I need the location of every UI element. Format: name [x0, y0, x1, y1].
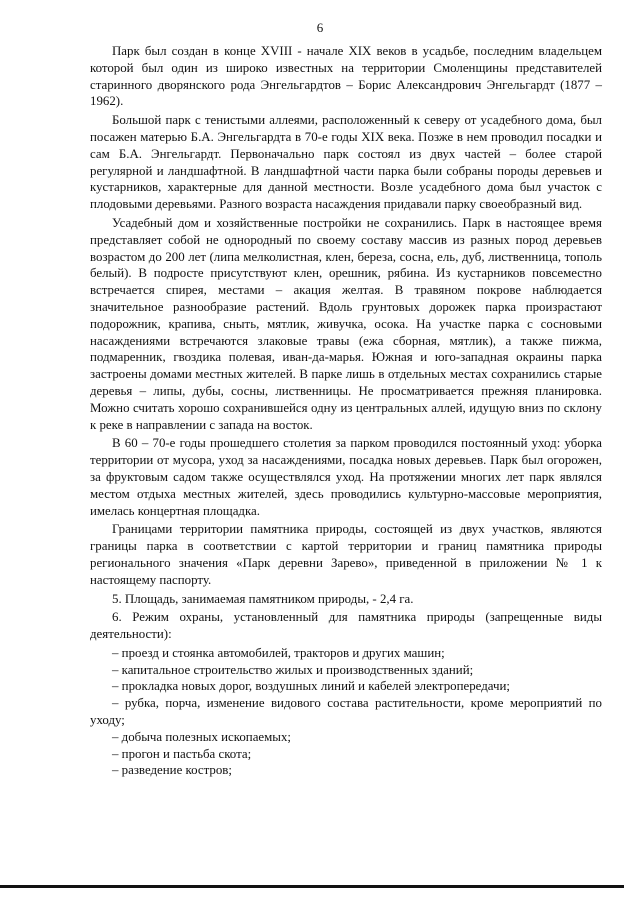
paragraph-large-park: Большой парк с тенистыми аллеями, расположенный к северу от усадебного дома, был посажен матерью Б.А. Энгельгардта в 70-е годы XIX века. Позже в нем проводил посадки и сам Б.А. Энгельгардт. Первоначально парк состоял из двух частей – более старой регулярной и ландшафтной. В ландшафтной части парка были собраны породы деревьев и кустарников, характерные для данной местности. Возле усадебного дома был участок с плодовыми деревьями. Разного возраста насаждения придавали парку своеобразный вид. [90, 113, 602, 212]
paragraph-park-history: Парк был создан в конце XVIII - начале XIX веков в усадьбе, последним владельцем которой был один из широко известных на территории Смоленщины представителей старинного дворянского рода Энгельгардтов – Борис Александрович Энгельгардт (1877 – 1962). [90, 44, 602, 109]
list-item: – прогон и пастьба скота; [112, 746, 252, 761]
list-item: – рубка, порча, изменение видового состава растительности, кроме мероприятий по уходу; [90, 696, 602, 728]
paragraph-boundaries: Границами территории памятника природы, состоящей из двух участков, являются границы парка в соответствии с картой территории и границ памятника природы регионального значения «Парк деревни Зарево», приведенной в приложении № 1 к настоящему паспорту. [90, 522, 602, 587]
paragraph-maintenance: В 60 – 70-е годы прошедшего столетия за парком проводился постоянный уход: уборка территории от мусора, уход за насаждениями, посадка новых деревьев. Парк был огорожен, за фруктовым садом также осуществлялся уход. На протяжении многих лет парк являлся местом отдыха местных жителей, здесь проводились культурно-массовые мероприятия, имелась концертная площадка. [90, 436, 602, 518]
page-number: 6 [316, 20, 324, 35]
list-item: – разведение костров; [112, 763, 232, 778]
paragraph-protection-regime: 6. Режим охраны, установленный для памятника природы (запрещенные виды деятельности): [90, 610, 602, 642]
paragraph-current-state: Усадебный дом и хозяйственные постройки не сохранились. Парк в настоящее время представляет собой не однородный по своему составу массив из разных пород деревьев возрастом до 200 лет (липа мелколистная, клен, береза, сосна, ель, дуб, лиственница, тополь белый). В подросте присутствуют клен, орешник, рябина. Из кустарников повсеместно встречается спирея, местами – акация желтая. В травяном покрове наблюдается значительное разнообразие растений. Вдоль грунтовых дорожек парка произрастают подорожник, крапива, сныть, мятлик, живучка, осока. На участке парка с сосновыми насаждениями встречаются злаковые травы (ежа сборная, мятлик), а также пижма, подмаренник, гвоздика полевая, иван-да-марья. Южная и юго-западная окраины парка застроены домами местных жителей. В парке лишь в отдельных местах сохранились старые деревья – липы, дубы, сосны, лиственницы. Не просматривается прежняя планировка. Можно считать хорошо сохранившейся одну из центральных аллей, идущую вниз по склону к реке в направлении с запада на восток. [90, 215, 602, 432]
list-item: – добыча полезных ископаемых; [112, 729, 291, 744]
paragraph-area: 5. Площадь, занимаемая памятником природы, - 2,4 га. [112, 591, 414, 606]
document-body [90, 43, 602, 779]
list-item: – прокладка новых дорог, воздушных линий и кабелей электропередачи; [112, 679, 510, 694]
list-item: – капитальное строительство жилых и производственных зданий; [112, 662, 474, 677]
bottom-divider [0, 885, 624, 888]
list-item: – проезд и стоянка автомобилей, тракторов и других машин; [112, 645, 445, 660]
restrictions-list [90, 645, 602, 779]
